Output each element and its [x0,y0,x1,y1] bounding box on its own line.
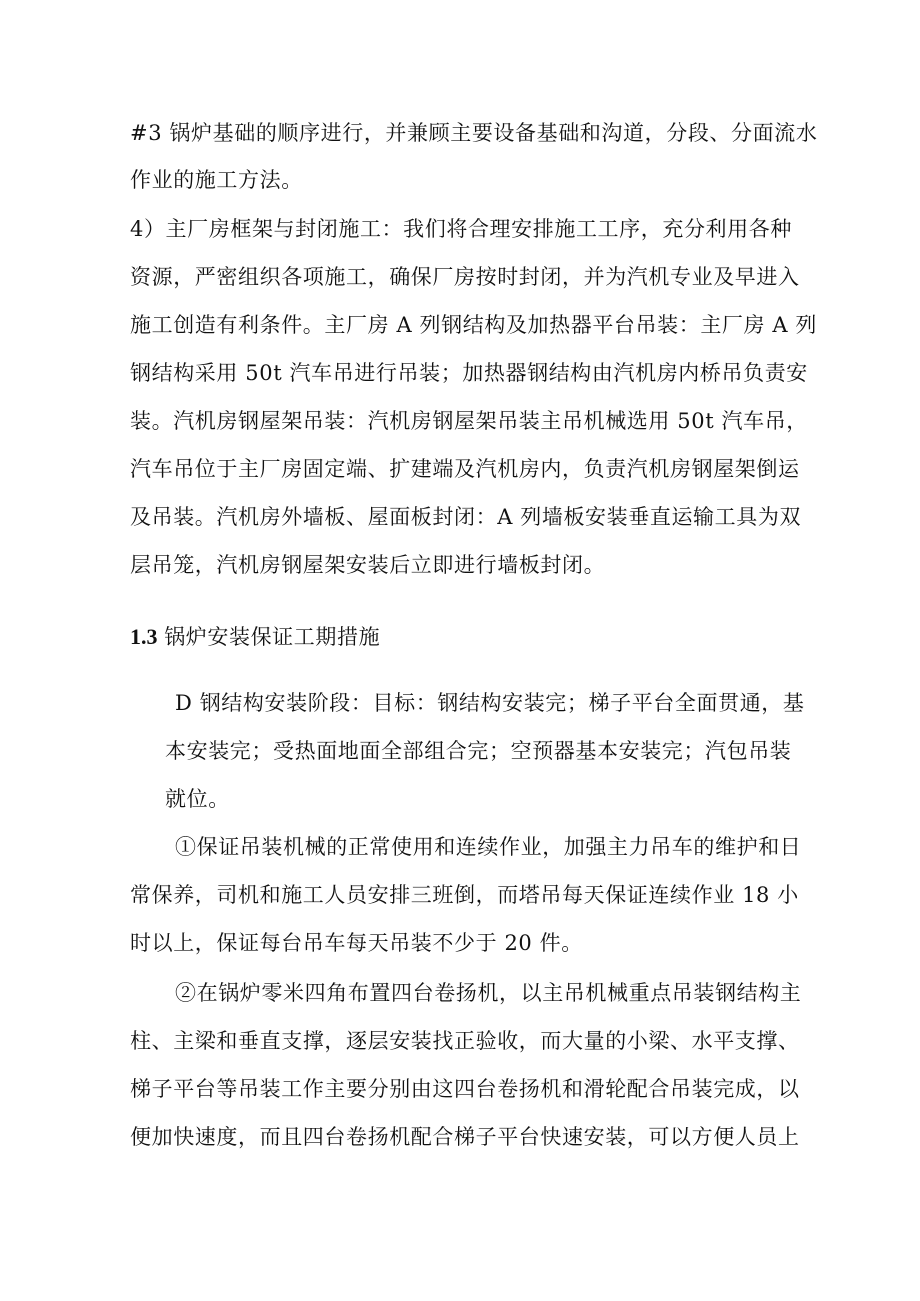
text-line: 便加快速度，而且四台卷扬机配合梯子平台快速安装，可以方便人员上 [130,1125,800,1149]
text-line: 就位。 [165,787,230,811]
section-number: 1.3 [130,624,158,649]
text-line: 作业的施工方法。 [130,168,303,192]
text-line: 装。汽机房钢屋架吊装：汽机房钢屋架吊装主吊机械选用 50t 汽车吊， [130,409,808,433]
section-title: 锅炉安装保证工期措施 [164,625,381,649]
text-line: 钢结构采用 50t 汽车吊进行吊装；加热器钢结构由汽机房内桥吊负责安 [130,361,808,385]
text-line: #3 锅炉基础的顺序进行，并兼顾主要设备基础和沟道，分段、分面流水 [130,121,818,145]
text-line: 汽车吊位于主厂房固定端、扩建端及汽机房内，负责汽机房钢屋架倒运 [130,457,800,481]
text-line: 时以上，保证每台吊车每天吊装不少于 20 件。 [130,931,583,955]
section-heading [130,622,380,652]
text-line: 梯子平台等吊装工作主要分别由这四台卷扬机和滑轮配合吊装完成，以 [130,1077,800,1101]
text-line: 及吊装。汽机房外墙板、屋面板封闭：A 列墙板安装垂直运输工具为双 [130,505,802,529]
text-line: 柱、主梁和垂直支撑，逐层安装找正验收，而大量的小梁、水平支撑、 [130,1029,800,1053]
text-line: 4）主厂房框架与封闭施工：我们将合理安排施工工序，充分利用各种 [130,217,792,241]
text-line: ②在锅炉零米四角布置四台卷扬机，以主吊机械重点吊装钢结构主 [175,981,802,1005]
text-line: D 钢结构安装阶段：目标：钢结构安装完；梯子平台全面贯通，基 [175,691,805,715]
text-line: 本安装完；受热面地面全部组合完；空预器基本安装完；汽包吊装 [165,739,792,763]
text-line: ①保证吊装机械的正常使用和连续作业，加强主力吊车的维护和日 [175,835,802,859]
text-line: 层吊笼，汽机房钢屋架安装后立即进行墙板封闭。 [130,553,606,577]
text-line: 资源，严密组织各项施工，确保厂房按时封闭，并为汽机专业及早进入 [130,265,800,289]
text-line: 常保养，司机和施工人员安排三班倒，而塔吊每天保证连续作业 18 小 [130,883,799,907]
text-line: 施工创造有利条件。主厂房 A 列钢结构及加热器平台吊装：主厂房 A 列 [130,313,818,337]
